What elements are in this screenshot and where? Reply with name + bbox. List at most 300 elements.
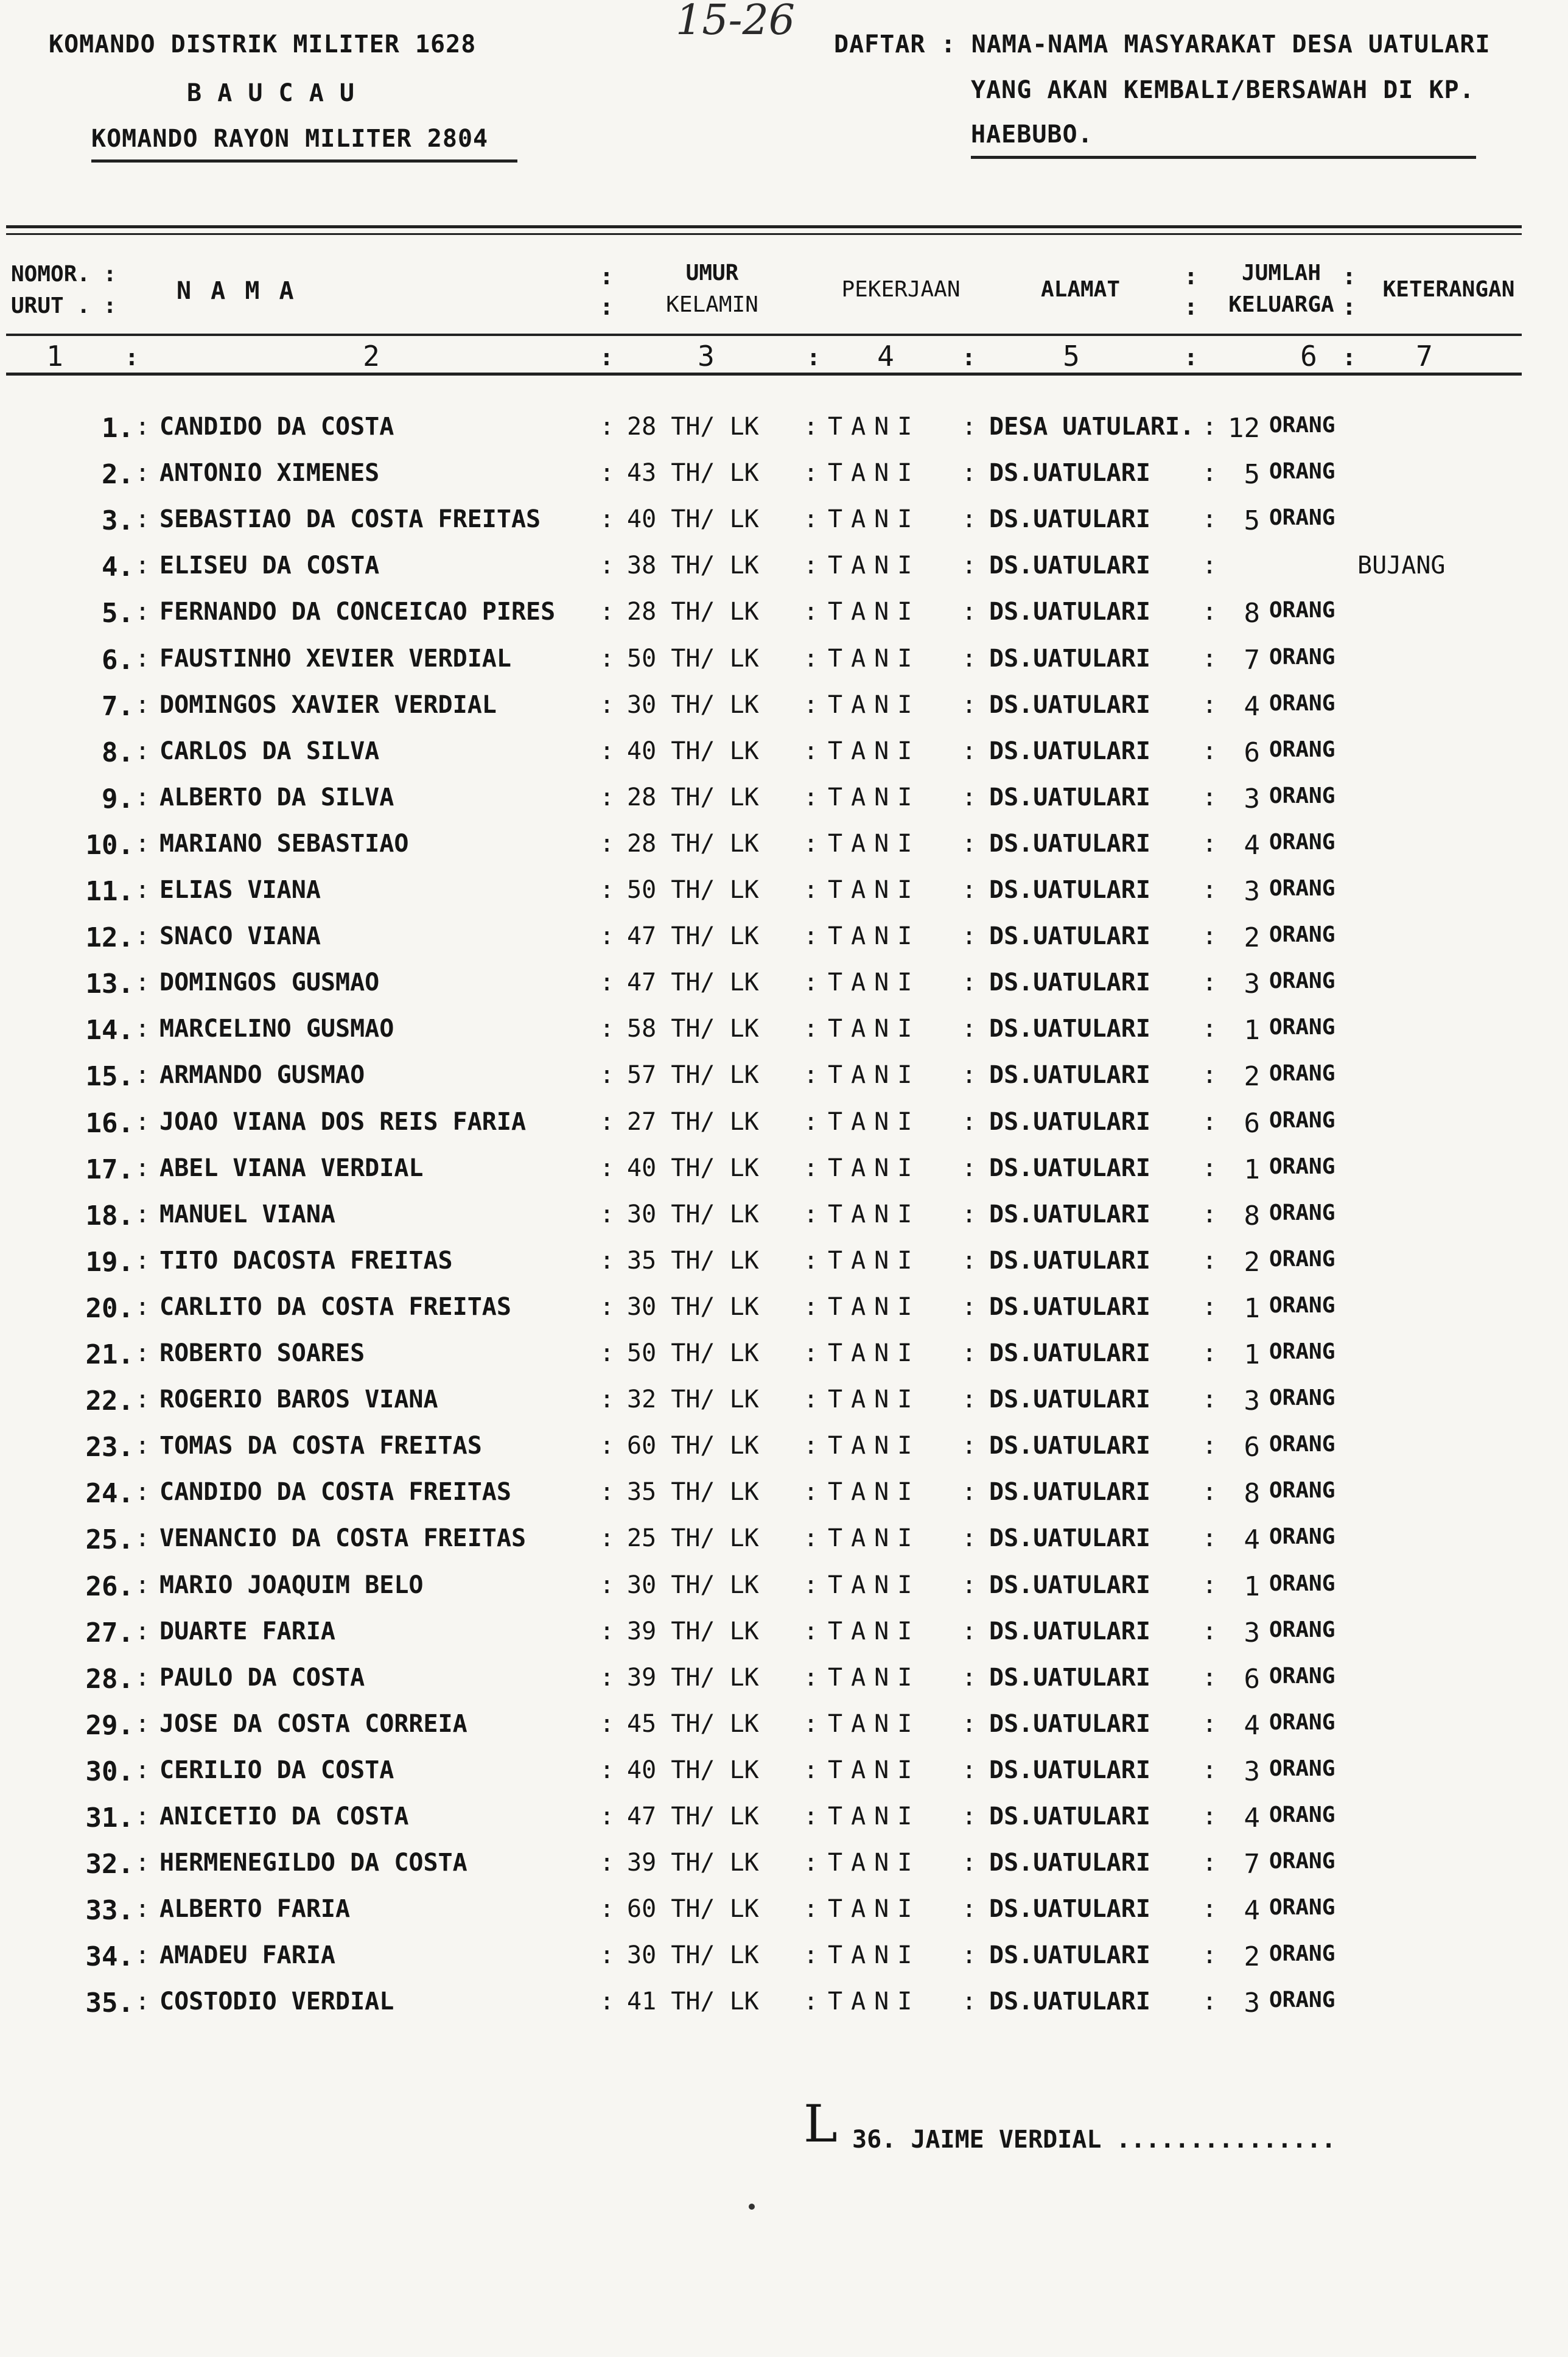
- col-number-2: 2: [363, 340, 380, 373]
- row-age-sex: 57 TH/ LK: [627, 1061, 759, 1090]
- col-sep: :: [1342, 344, 1356, 371]
- table-row: [0, 1756, 1568, 1802]
- table-row: [0, 1385, 1568, 1432]
- table-top-rule-second: [6, 233, 1522, 235]
- row-family-count: 8: [1244, 598, 1260, 629]
- row-number: 1.: [102, 413, 134, 444]
- col-sep: :: [135, 1617, 150, 1645]
- col-sep: :: [1202, 829, 1217, 858]
- row-family-unit: ORANG: [1269, 413, 1335, 438]
- col-sep: :: [1202, 505, 1217, 534]
- col-sep: :: [1202, 598, 1217, 626]
- row-number: 21.: [85, 1339, 134, 1370]
- table-row: [0, 1200, 1568, 1247]
- row-family-count: 1: [1244, 1015, 1260, 1046]
- row-family-count: 3: [1244, 1988, 1260, 2019]
- row-address: DS.UATULARI: [989, 1709, 1150, 1738]
- row-address: DS.UATULARI: [989, 876, 1150, 904]
- table-row: [0, 459, 1568, 505]
- row-occupation: TANI: [828, 737, 921, 765]
- col-sep: :: [135, 552, 150, 580]
- row-family-unit: ORANG: [1269, 1941, 1335, 1967]
- col-sep: :: [803, 783, 819, 811]
- row-occupation: TANI: [828, 876, 921, 904]
- header-command-district: KOMANDO DISTRIK MILITER 1628: [49, 30, 477, 58]
- row-name: ROBERTO SOARES: [159, 1339, 365, 1367]
- header-command-rayon: KOMANDO RAYON MILITER 2804: [91, 125, 489, 153]
- col-sep: :: [1202, 1941, 1217, 1970]
- col-sep: :: [135, 1524, 150, 1553]
- row-age-sex: 43 TH/ LK: [627, 459, 759, 488]
- row-family-count: 3: [1244, 1756, 1260, 1787]
- col-header-number-line2: URUT . :: [11, 293, 117, 318]
- row-family-unit: ORANG: [1269, 1478, 1335, 1504]
- row-age-sex: 40 TH/ LK: [627, 737, 759, 765]
- table-row: [0, 505, 1568, 552]
- row-address: DS.UATULARI: [989, 1524, 1150, 1553]
- col-sep: :: [962, 783, 977, 811]
- row-family-unit: ORANG: [1269, 1432, 1335, 1457]
- col-sep: :: [135, 690, 150, 719]
- row-address: DS.UATULARI: [989, 1756, 1150, 1784]
- col-number-1: 1: [46, 340, 63, 373]
- col-sep: :: [803, 1709, 819, 1738]
- col-sep: :: [135, 1478, 150, 1507]
- header-right-underline: [971, 156, 1476, 159]
- row-occupation: TANI: [828, 552, 921, 580]
- row-family-unit: ORANG: [1269, 876, 1335, 901]
- col-sep: :: [962, 598, 977, 626]
- row-address: DS.UATULARI: [989, 1292, 1150, 1321]
- col-sep: :: [600, 737, 615, 765]
- col-sep: :: [135, 1849, 150, 1877]
- table-row: [0, 1432, 1568, 1478]
- row-family-count: 4: [1244, 829, 1260, 861]
- table-row: [0, 737, 1568, 783]
- col-sep: :: [803, 1432, 819, 1460]
- col-sep: :: [1202, 690, 1217, 719]
- row-family-count: 1: [1244, 1571, 1260, 1602]
- col-sep: :: [962, 1061, 977, 1090]
- row-number: 26.: [85, 1571, 134, 1602]
- col-sep: :: [1202, 413, 1217, 441]
- col-sep: :: [135, 1385, 150, 1414]
- row-occupation: TANI: [828, 644, 921, 673]
- table-row: [0, 1339, 1568, 1385]
- row-name: ALBERTO DA SILVA: [159, 783, 394, 811]
- col-sep: :: [962, 1709, 977, 1738]
- row-name: ANICETIO DA COSTA: [159, 1802, 409, 1830]
- col-sep: :: [962, 1200, 977, 1228]
- row-family-unit: ORANG: [1269, 1617, 1335, 1642]
- row-age-sex: 30 TH/ LK: [627, 1292, 759, 1321]
- row-name: CARLOS DA SILVA: [159, 737, 380, 765]
- col-header-family-line1: JUMLAH: [1241, 261, 1321, 285]
- row-family-count: 4: [1244, 1802, 1260, 1833]
- row-name: DOMINGOS XAVIER VERDIAL: [159, 690, 497, 719]
- row-address: DS.UATULARI: [989, 552, 1150, 580]
- row-occupation: TANI: [828, 1988, 921, 2016]
- table-row: [0, 413, 1568, 459]
- row-address: DS.UATULARI: [989, 459, 1150, 488]
- row-family-count: 3: [1244, 876, 1260, 907]
- row-family-unit: ORANG: [1269, 1292, 1335, 1318]
- row-family-unit: ORANG: [1269, 1154, 1335, 1179]
- row-address: DESA UATULARI.: [989, 413, 1195, 441]
- col-sep: :: [1202, 1663, 1217, 1692]
- row-name: ARMANDO GUSMAO: [159, 1061, 365, 1090]
- row-age-sex: 60 TH/ LK: [627, 1432, 759, 1460]
- col-sep: :: [962, 552, 977, 580]
- col-sep: :: [1202, 1292, 1217, 1321]
- row-number: 14.: [85, 1015, 134, 1046]
- col-sep: :: [1202, 459, 1217, 488]
- col-sep: :: [962, 1849, 977, 1877]
- col-sep: :: [600, 968, 615, 997]
- row-name: CARLITO DA COSTA FREITAS: [159, 1292, 511, 1321]
- row-age-sex: 58 TH/ LK: [627, 1015, 759, 1043]
- table-row: [0, 645, 1568, 691]
- row-number: 3.: [102, 505, 134, 537]
- row-number: 35.: [85, 1988, 134, 2019]
- row-name: CANDIDO DA COSTA: [159, 413, 394, 441]
- col-sep: :: [135, 459, 150, 488]
- col-sep: :: [600, 1663, 615, 1692]
- row-age-sex: 50 TH/ LK: [627, 876, 759, 904]
- col-sep: :: [803, 968, 819, 997]
- row-address: DS.UATULARI: [989, 1246, 1150, 1275]
- col-sep: :: [135, 1941, 150, 1970]
- row-name: ANTONIO XIMENES: [159, 459, 380, 488]
- col-sep: :: [1184, 293, 1198, 320]
- col-sep: :: [1202, 1895, 1217, 1924]
- row-age-sex: 30 TH/ LK: [627, 690, 759, 719]
- col-sep: :: [600, 1617, 615, 1645]
- row-family-unit: ORANG: [1269, 829, 1335, 855]
- row-family-unit: ORANG: [1269, 505, 1335, 531]
- col-sep: :: [803, 1339, 819, 1367]
- row-address: DS.UATULARI: [989, 644, 1150, 673]
- row-age-sex: 47 TH/ LK: [627, 922, 759, 951]
- col-sep: :: [600, 690, 615, 719]
- col-sep: :: [600, 293, 614, 320]
- row-occupation: TANI: [828, 829, 921, 858]
- col-sep: :: [600, 459, 615, 488]
- col-sep: :: [600, 876, 615, 904]
- table-row: [0, 1524, 1568, 1571]
- col-sep: :: [600, 1385, 615, 1414]
- col-sep: :: [600, 1941, 615, 1970]
- row-age-sex: 40 TH/ LK: [627, 1154, 759, 1182]
- row-address: DS.UATULARI: [989, 783, 1150, 811]
- col-sep: :: [962, 344, 976, 371]
- row-occupation: TANI: [828, 598, 921, 626]
- col-sep: :: [962, 1015, 977, 1043]
- table-top-rule: [6, 225, 1522, 228]
- row-family-count: 4: [1244, 1709, 1260, 1741]
- col-sep: :: [962, 1385, 977, 1414]
- row-occupation: TANI: [828, 1339, 921, 1367]
- col-sep: :: [135, 413, 150, 441]
- row-family-count: 7: [1244, 1849, 1260, 1880]
- col-number-7: 7: [1416, 340, 1433, 373]
- row-name: JOSE DA COSTA CORREIA: [159, 1709, 467, 1738]
- row-age-sex: 50 TH/ LK: [627, 1339, 759, 1367]
- col-sep: :: [803, 1849, 819, 1877]
- col-sep: :: [803, 1941, 819, 1970]
- col-sep: :: [135, 1895, 150, 1924]
- row-address: DS.UATULARI: [989, 1061, 1150, 1090]
- table-row: [0, 1988, 1568, 2034]
- col-sep: :: [962, 413, 977, 441]
- row-address: DS.UATULARI: [989, 1015, 1150, 1043]
- row-age-sex: 27 TH/ LK: [627, 1107, 759, 1136]
- col-sep: :: [962, 1524, 977, 1553]
- row-family-unit: ORANG: [1269, 783, 1335, 808]
- table-row: [0, 922, 1568, 968]
- row-family-count: 4: [1244, 1524, 1260, 1556]
- row-family-unit: ORANG: [1269, 598, 1335, 623]
- col-sep: :: [962, 922, 977, 951]
- row-occupation: TANI: [828, 1015, 921, 1043]
- row-age-sex: 40 TH/ LK: [627, 505, 759, 534]
- col-sep: :: [803, 1246, 819, 1275]
- col-sep: :: [1202, 1756, 1217, 1784]
- row-name: PAULO DA COSTA: [159, 1663, 365, 1692]
- row-address: DS.UATULARI: [989, 1478, 1150, 1507]
- row-name: COSTODIO VERDIAL: [159, 1988, 394, 2016]
- row-family-count: 4: [1244, 690, 1260, 722]
- row-occupation: TANI: [828, 1107, 921, 1136]
- table-row: [0, 1664, 1568, 1710]
- row-family-count: 1: [1244, 1154, 1260, 1185]
- col-sep: :: [803, 1061, 819, 1090]
- table-row: [0, 876, 1568, 922]
- row-address: DS.UATULARI: [989, 1339, 1150, 1367]
- table-row: [0, 1108, 1568, 1154]
- col-sep: :: [1202, 1339, 1217, 1367]
- col-sep: :: [803, 598, 819, 626]
- row-family-count: 7: [1244, 644, 1260, 676]
- col-sep: :: [803, 1524, 819, 1553]
- row-number: 17.: [85, 1154, 134, 1185]
- row-family-count: 5: [1244, 505, 1260, 537]
- row-number: 19.: [85, 1246, 134, 1278]
- row-occupation: TANI: [828, 1524, 921, 1553]
- col-sep: :: [1202, 1617, 1217, 1645]
- row-address: DS.UATULARI: [989, 505, 1150, 534]
- row-age-sex: 35 TH/ LK: [627, 1246, 759, 1275]
- table-row: [0, 1710, 1568, 1756]
- header-list-subtitle: YANG AKAN KEMBALI/BERSAWAH DI KP.: [971, 76, 1475, 104]
- col-sep: :: [600, 1107, 615, 1136]
- col-sep: :: [803, 1988, 819, 2016]
- col-sep: :: [135, 1756, 150, 1784]
- row-age-sex: 28 TH/ LK: [627, 598, 759, 626]
- row-address: DS.UATULARI: [989, 1941, 1150, 1970]
- table-row: [0, 1895, 1568, 1941]
- row-name: FERNANDO DA CONCEICAO PIRES: [159, 598, 556, 626]
- row-family-count: 8: [1244, 1200, 1260, 1231]
- row-name: FAUSTINHO XEVIER VERDIAL: [159, 644, 511, 673]
- row-name: HERMENEGILDO DA COSTA: [159, 1849, 467, 1877]
- row-family-count: 2: [1244, 1941, 1260, 1973]
- col-header-number-line1: NOMOR. :: [11, 262, 117, 287]
- row-age-sex: 28 TH/ LK: [627, 413, 759, 441]
- row-family-count: 3: [1244, 968, 1260, 1000]
- row-family-unit: ORANG: [1269, 459, 1335, 485]
- row-occupation: TANI: [828, 968, 921, 997]
- row-age-sex: 35 TH/ LK: [627, 1478, 759, 1507]
- row-number: 22.: [85, 1385, 134, 1417]
- row-address: DS.UATULARI: [989, 968, 1150, 997]
- col-number-5: 5: [1063, 340, 1080, 373]
- row-name: ABEL VIANA VERDIAL: [159, 1154, 424, 1182]
- row-family-unit: ORANG: [1269, 1107, 1335, 1133]
- row-age-sex: 28 TH/ LK: [627, 829, 759, 858]
- row-family-unit: ORANG: [1269, 1756, 1335, 1781]
- col-sep: :: [135, 783, 150, 811]
- handwritten-mark: L: [803, 2094, 838, 2154]
- row-address: DS.UATULARI: [989, 1200, 1150, 1228]
- row-age-sex: 47 TH/ LK: [627, 1802, 759, 1830]
- row-name: VENANCIO DA COSTA FREITAS: [159, 1524, 527, 1553]
- col-sep: :: [803, 1385, 819, 1414]
- col-sep: :: [1184, 263, 1198, 290]
- col-sep: :: [803, 1107, 819, 1136]
- row-age-sex: 38 TH/ LK: [627, 552, 759, 580]
- row-family-count: 4: [1244, 1895, 1260, 1927]
- table-row: [0, 1478, 1568, 1524]
- row-occupation: TANI: [828, 1849, 921, 1877]
- col-sep: :: [803, 922, 819, 951]
- col-sep: :: [135, 505, 150, 534]
- col-sep: :: [135, 1200, 150, 1228]
- row-name: ELISEU DA COSTA: [159, 552, 380, 580]
- col-header-remarks: KETERANGAN: [1382, 277, 1515, 302]
- row-number: 15.: [85, 1061, 134, 1093]
- row-age-sex: 32 TH/ LK: [627, 1385, 759, 1414]
- row-name: TITO DACOSTA FREITAS: [159, 1246, 453, 1275]
- table-row: [0, 783, 1568, 830]
- row-name: AMADEU FARIA: [159, 1941, 335, 1970]
- row-family-unit: ORANG: [1269, 1709, 1335, 1735]
- row-number: 27.: [85, 1617, 134, 1648]
- row-occupation: TANI: [828, 690, 921, 719]
- col-sep: :: [803, 1895, 819, 1924]
- row-number: 25.: [85, 1524, 134, 1556]
- row-name: ELIAS VIANA: [159, 876, 321, 904]
- col-sep: :: [962, 1478, 977, 1507]
- header-list-title: DAFTAR : NAMA-NAMA MASYARAKAT DESA UATULARI: [834, 30, 1491, 58]
- table-row: [0, 1061, 1568, 1107]
- col-sep: :: [1202, 1061, 1217, 1090]
- row-address: DS.UATULARI: [989, 1849, 1150, 1877]
- col-sep: :: [600, 922, 615, 951]
- table-row: [0, 968, 1568, 1015]
- col-sep: :: [125, 344, 139, 371]
- col-sep: :: [962, 1292, 977, 1321]
- col-sep: :: [1202, 1524, 1217, 1553]
- row-address: DS.UATULARI: [989, 1895, 1150, 1924]
- col-sep: :: [600, 1802, 615, 1830]
- col-sep: :: [135, 737, 150, 765]
- col-sep: :: [600, 644, 615, 673]
- col-sep: :: [600, 1571, 615, 1599]
- col-sep: :: [600, 1154, 615, 1182]
- header-city: B A U C A U: [187, 79, 355, 107]
- row-name: ALBERTO FARIA: [159, 1895, 351, 1924]
- col-sep: :: [1202, 1802, 1217, 1830]
- col-sep: :: [135, 1802, 150, 1830]
- col-sep: :: [1202, 1385, 1217, 1414]
- row-occupation: TANI: [828, 1478, 921, 1507]
- col-sep: :: [1202, 737, 1217, 765]
- col-sep: :: [803, 876, 819, 904]
- col-sep: :: [1202, 1988, 1217, 2016]
- row-name: DOMINGOS GUSMAO: [159, 968, 380, 997]
- col-sep: :: [1202, 968, 1217, 997]
- col-sep: :: [600, 413, 615, 441]
- row-address: DS.UATULARI: [989, 1385, 1150, 1414]
- col-header-family-line2: KELUARGA: [1228, 292, 1334, 317]
- table-row: [0, 1293, 1568, 1339]
- col-sep: :: [135, 1107, 150, 1136]
- row-occupation: TANI: [828, 1756, 921, 1784]
- table-row: [0, 830, 1568, 876]
- row-address: DS.UATULARI: [989, 1432, 1150, 1460]
- row-number: 4.: [102, 552, 134, 583]
- col-sep: :: [135, 1709, 150, 1738]
- row-occupation: TANI: [828, 1895, 921, 1924]
- row-family-count: 2: [1244, 922, 1260, 954]
- col-sep: :: [1202, 876, 1217, 904]
- row-family-count: 1: [1244, 1339, 1260, 1370]
- row-family-unit: ORANG: [1269, 737, 1335, 762]
- col-sep: :: [600, 783, 615, 811]
- row-name: MANUEL VIANA: [159, 1200, 335, 1228]
- row-number: 23.: [85, 1432, 134, 1463]
- col-sep: :: [600, 344, 614, 371]
- row-occupation: TANI: [828, 1061, 921, 1090]
- col-sep: :: [1202, 922, 1217, 951]
- col-sep: :: [962, 1663, 977, 1692]
- row-number: 28.: [85, 1663, 134, 1695]
- col-header-address: ALAMAT: [1040, 277, 1121, 302]
- col-sep: :: [803, 1571, 819, 1599]
- row-age-sex: 45 TH/ LK: [627, 1709, 759, 1738]
- col-number-6: 6: [1300, 340, 1317, 373]
- col-sep: :: [600, 505, 615, 534]
- col-sep: :: [1342, 293, 1356, 320]
- row-number: 7.: [102, 690, 134, 722]
- row-family-unit: ORANG: [1269, 1988, 1335, 2013]
- table-row: [0, 1571, 1568, 1617]
- row-family-count: 2: [1244, 1246, 1260, 1278]
- row-age-sex: 39 TH/ LK: [627, 1617, 759, 1645]
- table-row: [0, 1941, 1568, 1988]
- col-sep: :: [600, 1756, 615, 1784]
- row-name: DUARTE FARIA: [159, 1617, 335, 1645]
- col-sep: :: [600, 829, 615, 858]
- col-sep: :: [1202, 1107, 1217, 1136]
- col-sep: :: [962, 459, 977, 488]
- row-name: MARCELINO GUSMAO: [159, 1015, 394, 1043]
- col-sep: :: [803, 737, 819, 765]
- col-sep: :: [962, 1339, 977, 1367]
- col-sep: :: [135, 968, 150, 997]
- row-family-count: 6: [1244, 1663, 1260, 1695]
